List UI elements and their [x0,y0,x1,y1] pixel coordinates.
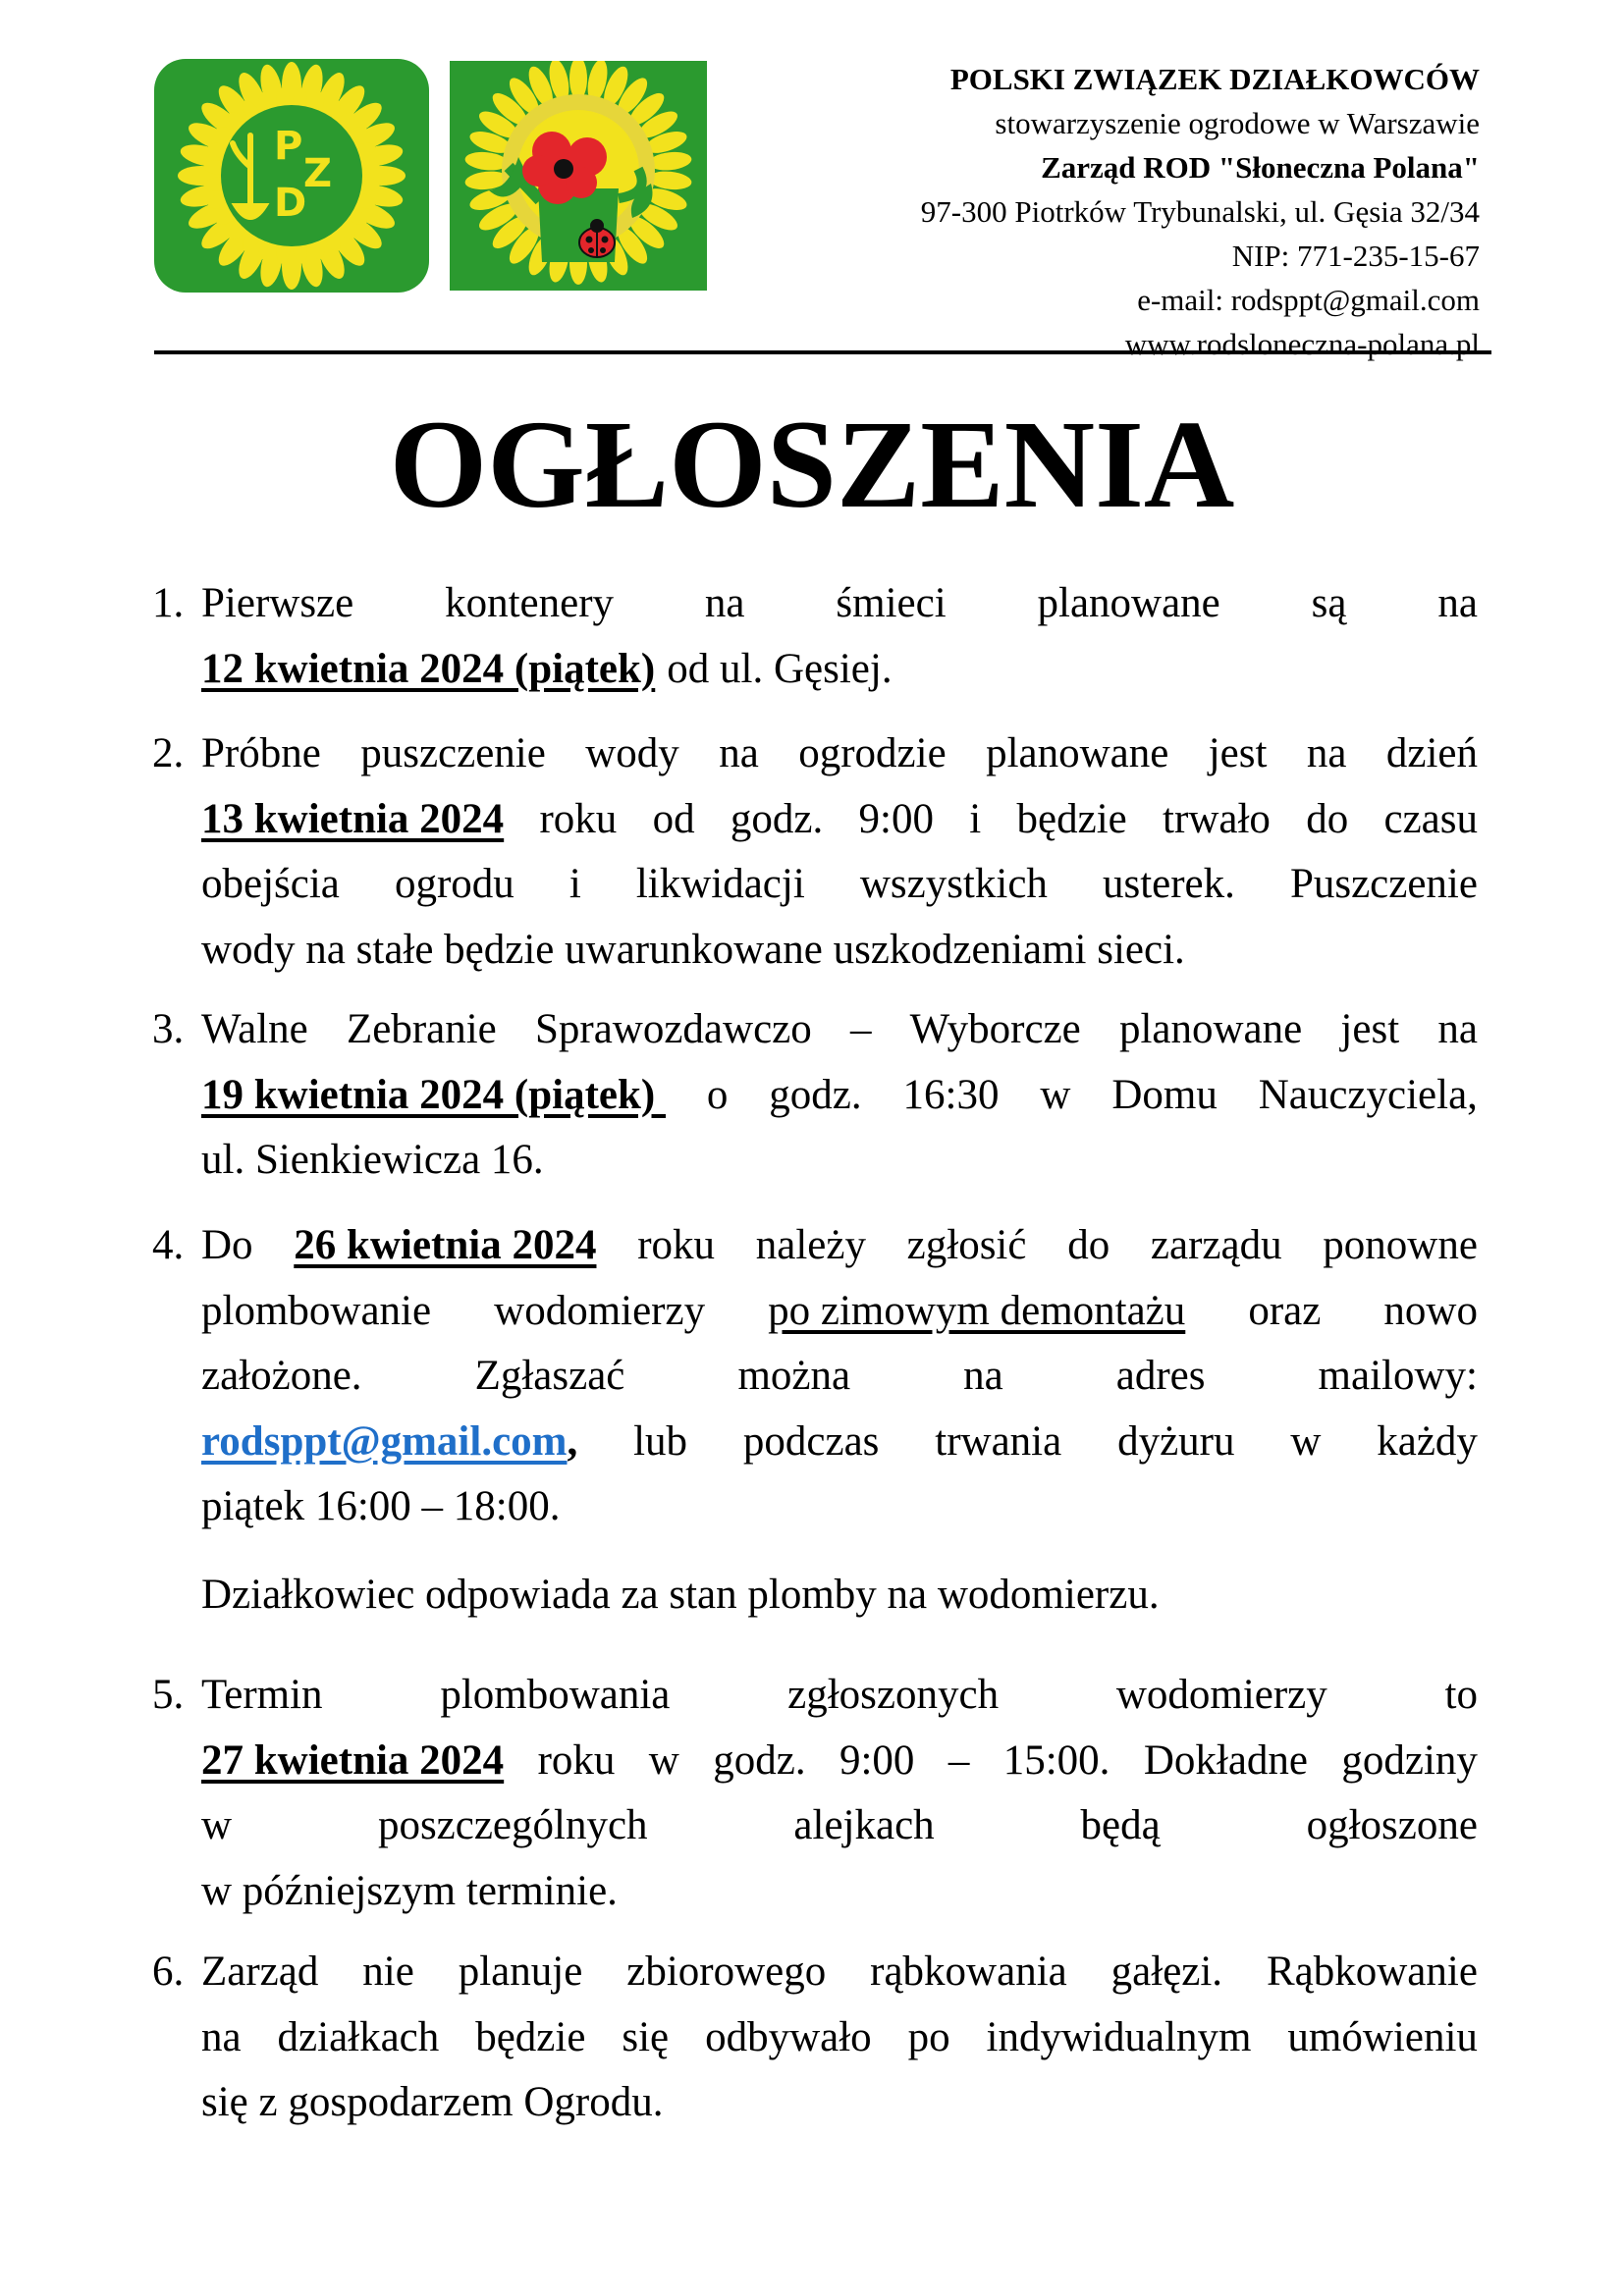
item-word: godz. [769,1071,862,1118]
item-word: wody [585,730,679,776]
announcement-item-6 [152,1940,1478,2136]
item-line [201,1410,1478,1475]
item-line [201,1344,1478,1410]
item-word: umówieniu [1287,2013,1478,2060]
item-word: założone. [201,1353,362,1399]
item-number: 2. [152,730,185,776]
item-text: się z gospodarzem Ogrodu. [201,2079,664,2125]
item-word: – [947,1736,970,1784]
item-word: Walne [201,1006,308,1052]
item-word: godziny [1341,1736,1478,1784]
item-word: Pierwsze [201,580,354,626]
item-date: 19 kwietnia 2024 (piątek) [201,1071,666,1118]
item-word: oraz [1248,1287,1322,1334]
item-line [201,997,1478,1063]
item-word: 16:30 [902,1071,1000,1118]
item-word: jest [1340,1006,1400,1052]
item-word: Wyborcze [909,1006,1081,1052]
item-word: ogłoszone [1306,1802,1478,1848]
item-line [201,852,1478,918]
item-line [201,1128,1478,1194]
item-word: puszczenie [360,730,546,776]
item-word: nowo [1383,1287,1478,1334]
item-word: Nauczyciela, [1258,1071,1478,1118]
item-line [201,1663,1478,1729]
item-word: i [568,861,581,907]
item-text: , [567,1417,578,1465]
item-word: nie [362,1949,414,1995]
item-word: w [1290,1417,1322,1465]
item-text: ul. Sienkiewicza 16. [201,1137,544,1183]
item-word: się [622,2013,670,2060]
item-word: godz. [730,795,824,842]
item-line [201,1940,1478,2005]
item-word: planowane [1118,1006,1303,1052]
item-word: do [1306,795,1349,842]
item-word: plombowania [440,1672,671,1718]
announcement-item-4 [152,1213,1478,1628]
item-number: 6. [152,1949,185,1995]
item-word: po [907,2013,950,2060]
item-word: ogrodu [394,861,514,907]
item-word: likwidacji [635,861,805,907]
item-word: działkach [277,2013,440,2060]
item-word: od [652,795,695,842]
item-text: wody na stałe będzie uwarunkowane uszkodzeniami sieci. [201,926,1185,973]
email-link[interactable]: rodsppt@gmail.com [201,1417,568,1465]
pzd-logo [154,59,429,293]
item-word: to [1444,1672,1478,1718]
announcement-item-5 [152,1663,1478,1924]
item-word: w [201,1802,233,1848]
item-word: dyżuru [1117,1417,1235,1465]
item-word: kontenery [445,580,615,626]
organization-header [694,57,1480,366]
item-word: można [737,1353,851,1399]
item-word: każdy [1377,1417,1478,1465]
item-word: rąbkowania [870,1949,1067,1995]
announcement-item-1 [152,571,1478,702]
item-word: roku [637,1222,716,1268]
item-word: Zgłaszać [474,1353,625,1399]
item-word: będzie [1016,795,1127,842]
item-word: będzie [475,2013,586,2060]
item-word: o [706,1071,729,1118]
item-word: lub [633,1417,688,1465]
item-line [201,571,1478,637]
org-name: POLSKI ZWIĄZEK DZIAŁKOWCÓW [949,62,1480,96]
item-word: planuje [458,1949,583,1995]
item-date: 27 kwietnia 2024 [201,1736,505,1784]
item-word: planowane [1037,580,1220,626]
item-line [201,1859,1478,1925]
item-word: poszczególnych [377,1802,648,1848]
item-word: ponowne [1323,1222,1478,1268]
rod-garden-logo [450,61,707,291]
item-line [201,918,1478,984]
item-word: gałęzi. [1110,1949,1223,1995]
item-word: czasu [1383,795,1478,842]
header-divider [154,350,1491,354]
item-line [201,1729,1478,1794]
item-word: 9:00 [858,795,934,842]
item-word: indywidualnym [986,2013,1252,2060]
item-word: śmieci [836,580,947,626]
item-word: roku [539,795,618,842]
item-word: zarządu [1150,1222,1282,1268]
item-text: piątek 16:00 – 18:00. [201,1483,561,1529]
item-word: Próbne [201,730,321,776]
item-word: Zebranie [346,1006,497,1052]
item-word: – [849,1006,872,1052]
item-word: 9:00 [839,1736,915,1784]
item-text: od ul. Gęsiej. [667,645,893,692]
item-word: na [1437,580,1478,626]
item-text: w późniejszym terminie. [201,1867,618,1914]
item-word: na [1437,1006,1478,1052]
item-text: plombowanie [201,1287,432,1334]
item-word: roku [537,1736,616,1784]
item-word: godz. [713,1736,806,1784]
item-line [201,787,1478,853]
pzd-letter-d: D [274,181,307,226]
item-word: podczas [742,1417,880,1465]
item-word: na [963,1353,1003,1399]
item-word: jest [1208,730,1268,776]
page-title: OGŁOSZENIA [389,395,1235,534]
item-number: 1. [152,580,185,626]
item-line [201,2005,1478,2071]
item-word: są [1311,580,1347,626]
announcement-item-3 [152,997,1478,1194]
item-word: na [1306,730,1347,776]
item-word: zgłoszonych [787,1672,1000,1718]
item-line [201,1213,1478,1279]
item-word: Puszczenie [1289,861,1478,907]
item-note [201,1563,1478,1629]
item-word: wodomierzy [1115,1672,1327,1718]
item-word: planowane [986,730,1169,776]
item-word: ogrodzie [798,730,947,776]
org-address: 97-300 Piotrków Trybunalski, ul. Gęsia 32/34 [920,194,1480,229]
item-date: 26 kwietnia 2024 [294,1222,597,1268]
item-word: na [719,730,759,776]
item-underlined-text: po zimowym demontażu [768,1287,1186,1334]
item-line [201,1474,1478,1540]
org-subtitle: stowarzyszenie ogrodowe w Warszawie [995,106,1480,140]
item-number: 5. [152,1672,185,1718]
item-line [201,637,1478,703]
item-word: dzień [1385,730,1478,776]
item-date: 13 kwietnia 2024 [201,795,505,842]
item-word: odbywało [705,2013,872,2060]
item-word: na [704,580,745,626]
item-date: 12 kwietnia 2024 (piątek) [201,645,656,692]
item-word: w [1040,1071,1071,1118]
item-word: będą [1080,1802,1161,1848]
pzd-letter-z: Z [303,151,333,196]
item-word: zbiorowego [626,1949,827,1995]
item-word: obejścia [201,861,340,907]
item-line [201,1793,1478,1859]
board-name: Zarząd ROD "Słoneczna Polana" [1041,150,1480,185]
item-number: 3. [152,1006,185,1052]
item-word: trwania [935,1417,1062,1465]
pzd-letter-p: P [274,124,303,169]
item-word: alejkach [793,1802,935,1848]
item-word: w [648,1736,679,1784]
item-text: Do [201,1222,253,1268]
item-word: zgłosić [906,1222,1027,1268]
item-word: trwało [1163,795,1271,842]
item-word: Zarząd [201,1949,319,1995]
item-word: adres [1115,1353,1206,1399]
item-word: wszystkich [859,861,1048,907]
item-word: Dokładne [1143,1736,1308,1784]
item-word: należy [755,1222,866,1268]
item-word: Rąbkowanie [1266,1949,1478,1995]
org-nip: NIP: 771-235-15-67 [1231,239,1480,273]
item-number: 4. [152,1222,185,1268]
item-word: na [201,2013,242,2060]
org-website: www.rodsloneczna-polana.pl [1124,327,1480,361]
item-word: Termin [201,1672,323,1718]
item-word: mailowy: [1318,1353,1478,1399]
item-line [201,1279,1478,1345]
item-line [201,1063,1478,1129]
item-text: Działkowiec odpowiada za stan plomby na wodomierzu. [201,1571,1160,1618]
item-text: wodomierzy [494,1287,706,1334]
announcement-item-2 [152,721,1478,983]
item-word: Domu [1111,1071,1218,1118]
item-word: i [969,795,982,842]
item-line [201,721,1478,787]
item-word: Sprawozdawczo [534,1006,812,1052]
item-word: do [1067,1222,1110,1268]
item-word: 15:00. [1002,1736,1110,1784]
org-email: e-mail: rodsppt@gmail.com [1137,283,1480,317]
item-line [201,2070,1478,2136]
item-word: usterek. [1102,861,1235,907]
